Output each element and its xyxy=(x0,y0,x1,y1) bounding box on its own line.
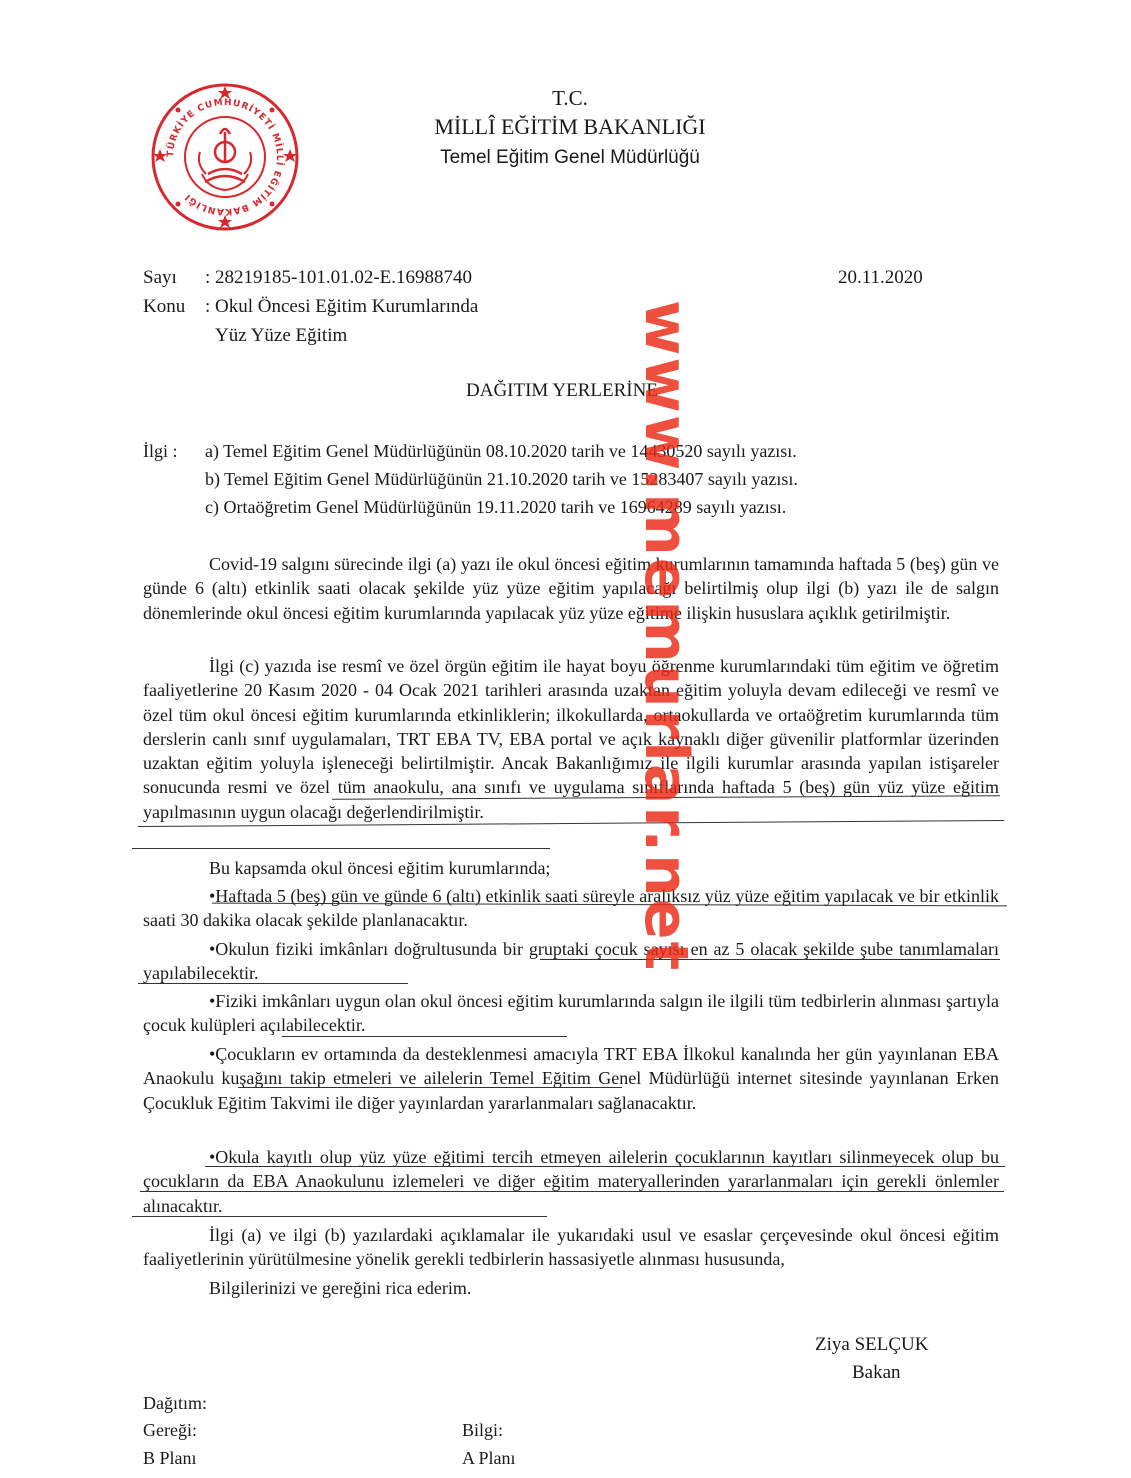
underline-mark xyxy=(138,983,408,984)
underline-mark xyxy=(238,1087,622,1088)
ministry-seal-icon xyxy=(150,82,300,232)
sayi-label: Sayı xyxy=(143,267,177,288)
bullet-3: •Fiziki imkânları uygun olan okul öncesi eğitim kurumlarında salgın ile ilgili tüm tedbirlerin alınması şartıyla çocuk kulüpleri açılabilecektir. xyxy=(143,991,999,1036)
header-ministry: MİLLÎ EĞİTİM BAKANLIĞI xyxy=(434,114,706,139)
konu-value-1: : Okul Öncesi Eğitim Kurumlarında xyxy=(205,296,479,317)
underline-mark xyxy=(205,1166,1005,1167)
paragraph-3: Bu kapsamda okul öncesi eğitim kurumlarında; xyxy=(209,858,551,878)
sayi-value: : 28219185-101.01.02-E.16988740 xyxy=(205,267,473,288)
distribution-title: DAĞITIM YERLERİNE xyxy=(466,380,658,401)
header-tc: T.C. xyxy=(552,86,588,110)
watermark: www.memurlar.net xyxy=(631,300,701,973)
paragraph-5: Bilgilerinizi ve gereğini rica ederim. xyxy=(209,1278,472,1298)
signer-name: Ziya SELÇUK xyxy=(815,1334,929,1355)
ilgi-c: c) Ortaöğretim Genel Müdürlüğünün 19.11.2020 tarih ve 16964289 sayılı yazısı. xyxy=(205,497,787,517)
ilgi-label: İlgi : xyxy=(143,441,178,461)
bilgi-label: Bilgi: xyxy=(462,1420,504,1440)
underline-mark xyxy=(282,1036,567,1037)
underline-mark xyxy=(540,959,1000,960)
svg-text:TÜRKİYE CUMHURİYETİ MİLLÎ EĞİT: TÜRKİYE CUMHURİYETİ MİLLÎ EĞİTİM BAKANLIĞI xyxy=(165,97,285,217)
underline-mark xyxy=(132,1216,547,1217)
paragraph-2: İlgi (c) yazıda ise resmî ve özel örgün eğitim ile hayat boyu öğrenme kurumlarındaki tüm eğitim ve öğretim faaliyetlerine 20 Kasım 2020 - 04 Ocak 2021 tarihleri arasında uzaktan eğitim yoluyla devam edileceği ve resmî ve özel tüm okul öncesi eğitim kurumlarında etkinliklerin; ilkokullarda, ortaokullarda ve ortaöğretim kurumlarında tüm derslerin canlı sınıf uygulamaları, TRT EBA TV, EBA portal ve açık kaynaklı diğer güvenilir platformlar üzerinden uzaktan eğitim yoluyla işleneceği belirtilmiştir. Ancak Bakanlığımız ile ilgili kurumlar arasında yapılan istişareler sonucunda resmi ve özel tüm anaokulu, ana sınıfı ve uygulama sınıflarında haftada 5 (beş) gün yüz yüze eğitim yapılmasının uygun olacağı değerlendirilmiştir. xyxy=(143,656,999,822)
a-plani: A Planı xyxy=(462,1448,516,1468)
underline-mark xyxy=(132,848,550,849)
underline-mark xyxy=(140,1191,1004,1192)
b-plani: B Planı xyxy=(143,1448,197,1468)
geregi-label: Gereği: xyxy=(143,1420,197,1440)
paragraph-4: İlgi (a) ve ilgi (b) yazılardaki açıklamalar ile yukarıdaki usul ve esaslar çerçevesinde okul öncesi eğitim faaliyetlerinin yürütülmesine yönelik gerekli tedbirlerin hassasiyetle alınması hususunda, xyxy=(143,1225,999,1270)
konu-label: Konu xyxy=(143,296,186,317)
bullet-1: •Haftada 5 (beş) gün ve günde 6 (altı) etkinlik saati süreyle aralıksız yüz yüze eğitim yapılacak ve bir etkinlik saati 30 dakika olacak şekilde planlanacaktır. xyxy=(143,886,999,931)
bullet-2: •Okulun fiziki imkânları doğrultusunda bir gruptaki çocuk sayısı en az 5 olacak şekilde şube tanımlamaları yapılabilecektir. xyxy=(143,939,999,984)
ilgi-b: b) Temel Eğitim Genel Müdürlüğünün 21.10.2020 tarih ve 15283407 sayılı yazısı. xyxy=(205,469,798,489)
bullet-4: •Çocukların ev ortamında da desteklenmesi amacıyla TRT EBA İlkokul kanalında her gün yayınlanan EBA Anaokulu kuşağını takip etmeleri ve ailelerin Temel Eğitim Genel Müdürlüğü internet sitesinde yayınlanan Erken Çocukluk Eğitim Takvimi ile diğer yayınlardan yararlanmaları sağlanacaktır. xyxy=(143,1044,999,1113)
ilgi-a: a) Temel Eğitim Genel Müdürlüğünün 08.10.2020 tarih ve 14430520 sayılı yazısı. xyxy=(205,441,797,461)
bullet-5: •Okula kayıtlı olup yüz yüze eğitimi tercih etmeyen ailelerin çocuklarının kayıtları silinmeyecek olup bu çocukların da EBA Anaokulunu izlemeleri ve diğer eğitim materyallerinden yararlanmaları için gerekli önlemler alınacaktır. xyxy=(143,1147,999,1216)
paragraph-1: Covid-19 salgını sürecinde ilgi (a) yazı ile okul öncesi eğitim kurumlarının tamamında haftada 5 (beş) gün ve günde 6 (altı) etkinlik saati olacak şekilde yüz yüze eğitim yapılacağı belirtilmiş olup ilgi (b) yazı ile de salgın dönemlerinde okul öncesi eğitim kurumlarında yapılacak yüz yüze eğitime ilişkin hususlara açıklık getirilmiştir. xyxy=(143,554,999,623)
header-directorate: Temel Eğitim Genel Müdürlüğü xyxy=(440,147,700,168)
document-date: 20.11.2020 xyxy=(838,267,923,288)
konu-value-2: Yüz Yüze Eğitim xyxy=(215,325,348,346)
dagitim-label: Dağıtım: xyxy=(143,1393,207,1413)
signer-title: Bakan xyxy=(852,1362,901,1383)
